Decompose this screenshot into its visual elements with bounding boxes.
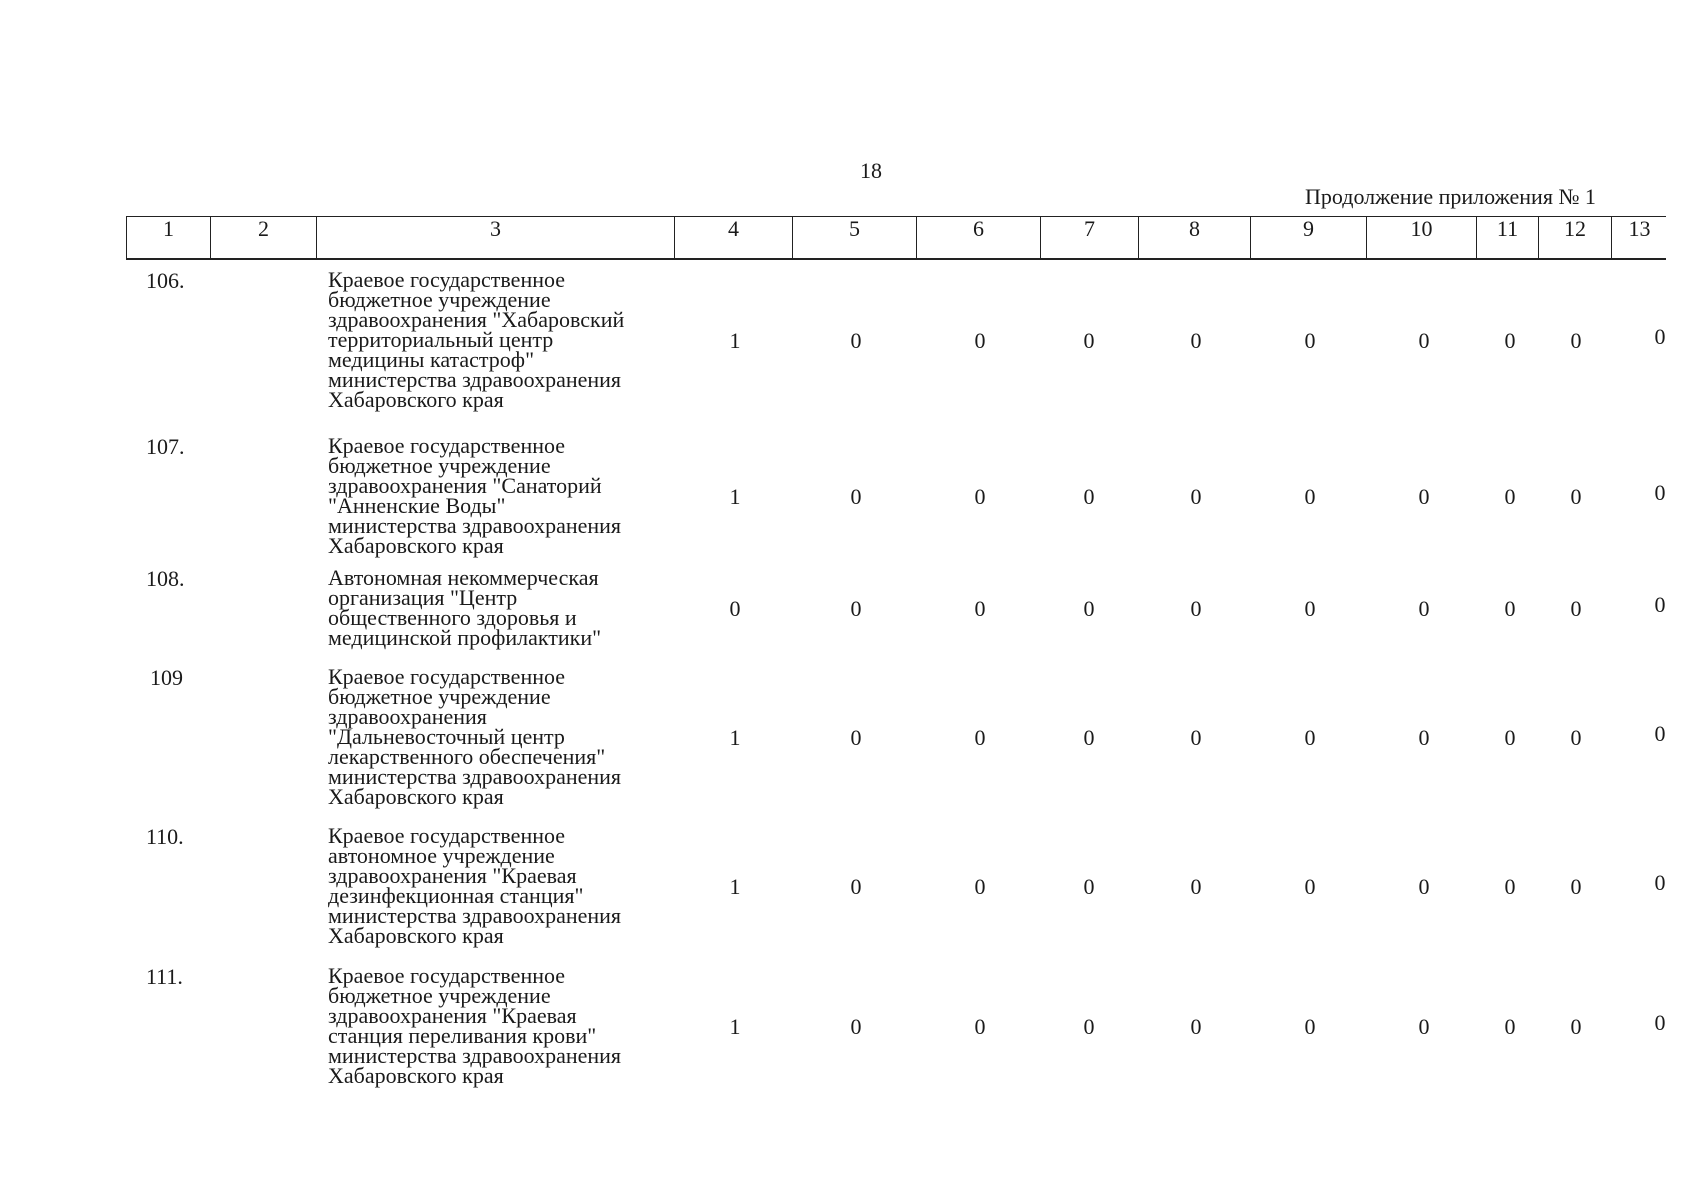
cell-value-col-9: 0: [1304, 1014, 1316, 1039]
page-number: 18: [860, 158, 882, 183]
cell-value-col-12: 0: [1570, 874, 1582, 899]
cell-value-col-7: 0: [1083, 328, 1095, 353]
cell-value-col-4: 1: [729, 484, 741, 509]
organization-name: [328, 433, 622, 558]
cell-value-col-13: 0: [1654, 592, 1666, 617]
organization-name-line: медицины катастроф": [328, 347, 535, 372]
organization-name-line: автономное учреждение: [328, 843, 555, 868]
column-header-13: 13: [1628, 216, 1651, 241]
cell-value-col-6: 0: [974, 484, 986, 509]
organization-name-line: "Анненские Воды": [328, 493, 506, 518]
cell-value-col-5: 0: [850, 328, 862, 353]
cell-value-col-10: 0: [1418, 596, 1430, 621]
organization-name-line: Краевое государственное: [328, 963, 566, 988]
column-header-12: 12: [1539, 217, 1612, 258]
cell-value-col-7: 0: [1083, 1014, 1095, 1039]
cell-value-col-9: 0: [1304, 484, 1316, 509]
organization-name-line: Краевое государственное: [328, 433, 566, 458]
organization-name-line: министерства здравоохранения: [328, 367, 622, 392]
organization-name-line: дезинфекционная станция": [328, 883, 584, 908]
organization-name-line: медицинской профилактики": [328, 625, 602, 650]
cell-value-col-4: 0: [729, 596, 741, 621]
organization-name: [328, 664, 622, 809]
organization-name-line: здравоохранения "Краевая: [328, 1003, 577, 1028]
table-header: [126, 216, 1666, 260]
organization-name-line: бюджетное учреждение: [328, 287, 551, 312]
organization-name-line: Хабаровского края: [328, 1063, 504, 1088]
cell-value-col-11: 0: [1504, 725, 1516, 750]
cell-value-col-9: 0: [1304, 328, 1316, 353]
organization-name-line: организация "Центр: [328, 585, 518, 610]
cell-value-col-8: 0: [1190, 596, 1202, 621]
cell-value-col-5: 0: [850, 874, 862, 899]
cell-value-col-6: 0: [974, 328, 986, 353]
column-header-3: 3: [317, 217, 675, 258]
cell-value-col-5: 0: [850, 596, 862, 621]
organization-name-line: Краевое государственное: [328, 267, 566, 292]
organization-name-line: общественного здоровья и: [328, 605, 577, 630]
cell-value-col-10: 0: [1418, 874, 1430, 899]
cell-value-col-4: 1: [729, 874, 741, 899]
organization-name-line: здравоохранения "Краевая: [328, 863, 577, 888]
column-header-11: 11: [1477, 217, 1539, 258]
organization-name: [328, 267, 625, 412]
row-number: 111.: [146, 964, 183, 989]
organization-name-line: министерства здравоохранения: [328, 903, 622, 928]
organization-name: [328, 963, 622, 1088]
cell-value-col-12: 0: [1570, 725, 1582, 750]
cell-value-col-6: 0: [974, 596, 986, 621]
row-number: 109: [150, 665, 183, 690]
organization-name-line: министерства здравоохранения: [328, 764, 622, 789]
cell-value-col-9: 0: [1304, 596, 1316, 621]
organization-name: [328, 565, 602, 650]
cell-value-col-5: 0: [850, 484, 862, 509]
cell-value-col-13: 0: [1654, 324, 1666, 349]
organization-name-line: Краевое государственное: [328, 664, 566, 689]
cell-value-col-12: 0: [1570, 328, 1582, 353]
organization-name-line: здравоохранения: [328, 704, 487, 729]
row-number: 108.: [146, 566, 185, 591]
organization-name-line: станция переливания крови": [328, 1023, 597, 1048]
column-header-6: 6: [917, 217, 1041, 258]
cell-value-col-11: 0: [1504, 1014, 1516, 1039]
cell-value-col-5: 0: [850, 725, 862, 750]
cell-value-col-7: 0: [1083, 596, 1095, 621]
organization-name-line: Хабаровского края: [328, 923, 504, 948]
cell-value-col-10: 0: [1418, 328, 1430, 353]
cell-value-col-10: 0: [1418, 725, 1430, 750]
continuation-label: Продолжение приложения № 1: [1305, 184, 1596, 209]
cell-value-col-7: 0: [1083, 484, 1095, 509]
column-header-1: 1: [127, 217, 211, 258]
cell-value-col-13: 0: [1654, 870, 1666, 895]
cell-value-col-12: 0: [1570, 484, 1582, 509]
organization-name-line: здравоохранения "Санаторий: [328, 473, 602, 498]
organization-name-line: Краевое государственное: [328, 823, 566, 848]
organization-name-line: бюджетное учреждение: [328, 453, 551, 478]
cell-value-col-4: 1: [729, 328, 741, 353]
row-number: 106.: [146, 268, 185, 293]
column-header-2: 2: [211, 217, 317, 258]
cell-value-col-6: 0: [974, 725, 986, 750]
cell-value-col-5: 0: [850, 1014, 862, 1039]
organization-name-line: "Дальневосточный центр: [328, 724, 565, 749]
organization-name-line: министерства здравоохранения: [328, 1043, 622, 1068]
cell-value-col-13: 0: [1654, 1010, 1666, 1035]
cell-value-col-8: 0: [1190, 328, 1202, 353]
organization-name-line: здравоохранения "Хабаровский: [328, 307, 625, 332]
row-number: 110.: [146, 824, 184, 849]
cell-value-col-9: 0: [1304, 874, 1316, 899]
organization-name-line: лекарственного обеспечения": [328, 744, 606, 769]
cell-value-col-7: 0: [1083, 874, 1095, 899]
column-header-5: 5: [793, 217, 917, 258]
cell-value-col-7: 0: [1083, 725, 1095, 750]
organization-name-line: территориальный центр: [328, 327, 554, 352]
cell-value-col-8: 0: [1190, 874, 1202, 899]
organization-name-line: Автономная некоммерческая: [328, 565, 599, 590]
organization-name-line: бюджетное учреждение: [328, 684, 551, 709]
cell-value-col-11: 0: [1504, 596, 1516, 621]
cell-value-col-13: 0: [1654, 721, 1666, 746]
organization-name-line: Хабаровского края: [328, 784, 504, 809]
organization-name-line: бюджетное учреждение: [328, 983, 551, 1008]
cell-value-col-4: 1: [729, 725, 741, 750]
organization-name: [328, 823, 622, 948]
column-header-7: 7: [1041, 217, 1139, 258]
column-header-4: 4: [675, 217, 793, 258]
cell-value-col-4: 1: [729, 1014, 741, 1039]
cell-value-col-13: 0: [1654, 480, 1666, 505]
cell-value-col-8: 0: [1190, 1014, 1202, 1039]
cell-value-col-11: 0: [1504, 328, 1516, 353]
column-header-9: 9: [1251, 217, 1367, 258]
cell-value-col-12: 0: [1570, 596, 1582, 621]
cell-value-col-9: 0: [1304, 725, 1316, 750]
organization-name-line: Хабаровского края: [328, 533, 504, 558]
column-header-8: 8: [1139, 217, 1251, 258]
organization-name-line: министерства здравоохранения: [328, 513, 622, 538]
cell-value-col-11: 0: [1504, 484, 1516, 509]
cell-value-col-8: 0: [1190, 484, 1202, 509]
cell-value-col-6: 0: [974, 1014, 986, 1039]
cell-value-col-6: 0: [974, 874, 986, 899]
organization-name-line: Хабаровского края: [328, 387, 504, 412]
row-number: 107.: [146, 434, 185, 459]
cell-value-col-10: 0: [1418, 1014, 1430, 1039]
cell-value-col-12: 0: [1570, 1014, 1582, 1039]
column-header-10: 10: [1367, 217, 1477, 258]
cell-value-col-8: 0: [1190, 725, 1202, 750]
cell-value-col-10: 0: [1418, 484, 1430, 509]
cell-value-col-11: 0: [1504, 874, 1516, 899]
